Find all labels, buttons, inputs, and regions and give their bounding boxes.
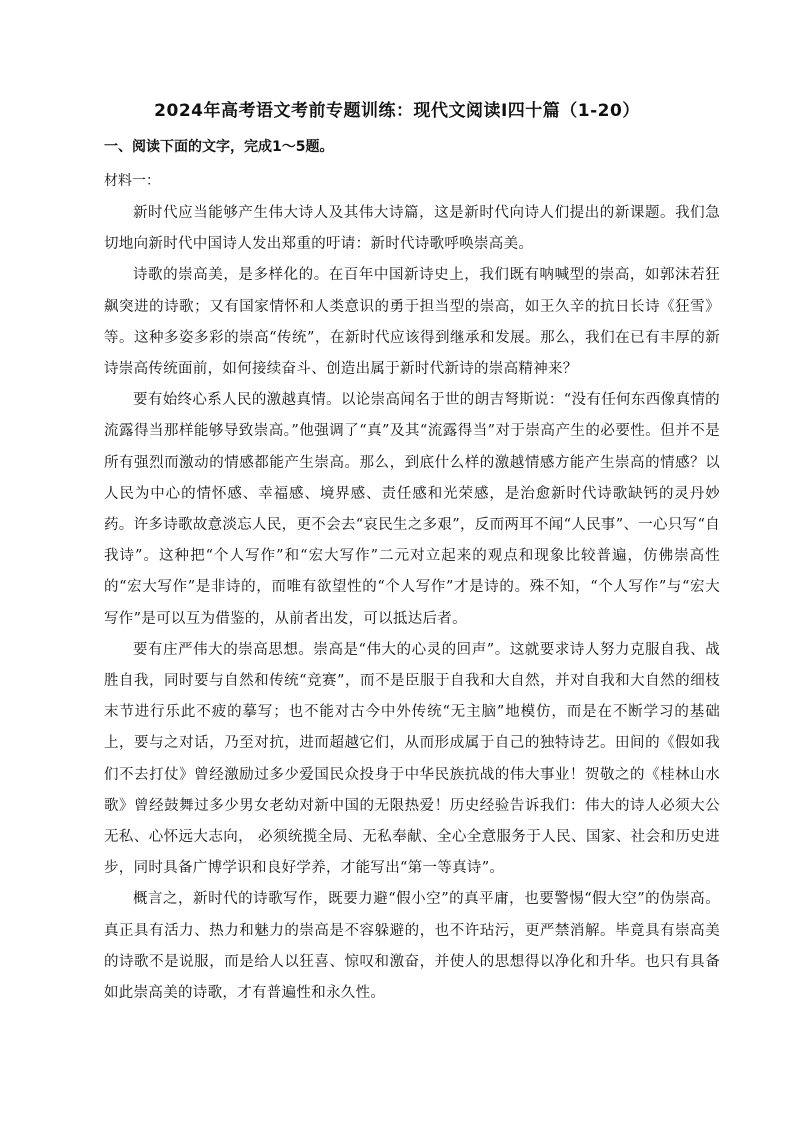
paragraph-1: 新时代应当能够产生伟大诗人及其伟大诗篇，这是新时代向诗人们提出的新课题。我们急切地向新时代中国诗人发出郑重的吁请：新时代诗歌呼唤崇高美。 — [104, 205, 720, 253]
section-heading: 一、阅读下面的文字，完成1～5题。 — [104, 139, 334, 155]
material-label: 材料一： — [104, 173, 160, 189]
document-title: 2024年高考语文考前专题训练：现代文阅读I四十篇（1-20） — [154, 101, 640, 121]
paragraph-2: 诗歌的崇高美，是多样化的。在百年中国新诗史上，我们既有呐喊型的崇高，如郭沫若狂飙突进的诗歌；又有国家情怀和人类意识的勇于担当型的崇高，如王久辛的抗日长诗《狂雪》等。这种多姿多彩的崇高“传统”，在新时代应该得到继承和发展。那么，我们在已有丰厚的新诗崇高传统面前，如何接续奋斗、创造出属于新时代新诗的崇高精神来？ — [104, 267, 720, 378]
paragraph-5: 概言之，新时代的诗歌写作，既要力避“假小空”的真平庸，也要警惕“假大空”的伪崇高。真正具有活力、热力和魅力的崇高是不容躲避的，也不许玷污，更严禁消解。毕竟具有崇高美的诗歌不是说服，而是给人以狂喜、惊叹和激奋，并使人的思想得以净化和升华。也只有具备如此崇高美的诗歌，才有普遍性和永久性。 — [104, 891, 720, 1002]
paragraph-4: 要有庄严伟大的崇高思想。崇高是“伟大的心灵的回声”。这就要求诗人努力克服自我、战胜自我，同时要与自然和传统“竞赛”，而不是臣服于自我和大自然，并对自我和大自然的细枝末节进行乐此不疲的摹写；也不能对古今中外传统“无主脑”地模仿，而是在不断学习的基础上，要与之对话，乃至对抗，进而超越它们，从而形成属于自己的独特诗艺。田间的《假如我们不去打仗》曾经激励过多少爱国民众投身于中华民族抗战的伟大事业！贺敬之的《桂林山水歌》曾经鼓舞过多少男女老幼对新中国的无限热爱！历史经验告诉我们：伟大的诗人必须大公无私、心怀远大志向， 必须统揽全局、无私奉献、全心全意服务于人民、国家、社会和历史进步，同时具备广博学识和良好学养，才能写出“第一等真诗”。 — [104, 641, 720, 877]
passage-body — [104, 198, 720, 1009]
paragraph-3: 要有始终心系人民的激越真情。以论崇高闻名于世的朗吉弩斯说：“没有任何东西像真情的流露得当那样能够导致崇高。”他强调了“真”及其“流露得当”对于崇高产生的必要性。但并不是所有强烈而激动的情感都能产生崇高。那么，到底什么样的激越情感方能产生崇高的情感？以人民为中心的情怀感、幸福感、境界感、责任感和光荣感，是治愈新时代诗歌缺钙的灵丹妙药。许多诗歌故意淡忘人民，更不会去“哀民生之多艰”，反而两耳不闻“人民事”、一心只写“自我诗”。这种把“个人写作”和“宏大写作”二元对立起来的观点和现象比较普遍，仿佛崇高性的“宏大写作”是非诗的，而唯有欲望性的“个人写作”才是诗的。殊不知，“个人写作”与“宏大写作”是可以互为借鉴的，从前者出发，可以抵达后者。 — [104, 392, 720, 627]
